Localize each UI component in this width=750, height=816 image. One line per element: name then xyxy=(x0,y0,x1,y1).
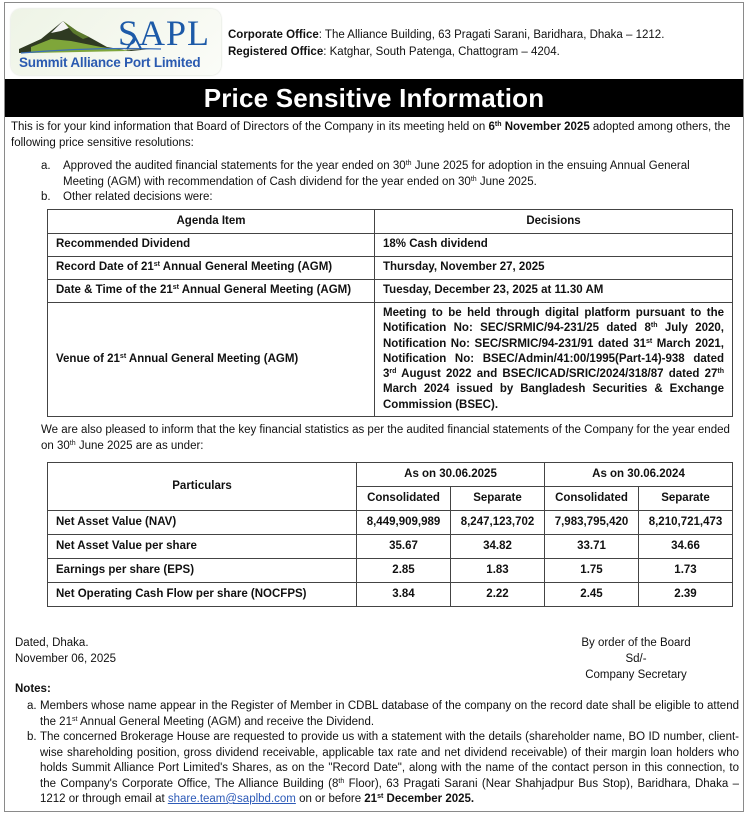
table-header-row xyxy=(48,463,733,487)
sup: st xyxy=(377,793,384,800)
value: 1.83 xyxy=(451,559,545,583)
particular: Net Asset Value per share xyxy=(48,535,357,559)
registered-office-label: Registered Office xyxy=(228,46,324,58)
corporate-office-label: Corporate Office xyxy=(228,29,319,41)
corporate-office xyxy=(228,27,664,44)
text: Annual General Meeting (AGM) xyxy=(126,352,299,365)
decision: Thursday, November 27, 2025 xyxy=(375,257,733,280)
value: 7,983,795,420 xyxy=(545,511,639,535)
subheader-consolidated: Consolidated xyxy=(545,487,639,511)
text: Members whose name appear in the Register of Member in CDBL database of the company on the record date shall be eligible to attend the 21 xyxy=(40,700,739,728)
note-text xyxy=(40,730,739,808)
decision-venue xyxy=(375,303,733,417)
table-row xyxy=(48,303,733,417)
office-addresses xyxy=(228,27,664,61)
corporate-office-value: : The Alliance Building, 63 Pragati Sarani, Baridhara, Dhaka – 1212. xyxy=(318,29,665,41)
dated-block xyxy=(15,635,116,667)
subheader-separate: Separate xyxy=(451,487,545,511)
signature-line: Sd/- xyxy=(625,653,647,665)
meeting-date xyxy=(488,121,589,133)
text: Annual General Meeting (AGM) xyxy=(178,284,352,297)
meeting-day: 6 xyxy=(488,121,495,133)
text: Approved the audited financial statements for the year ended on 30 xyxy=(63,160,406,172)
resolution-label: b. xyxy=(41,191,51,203)
text: August 2022 and BSEC/ICAD/SRIC/2024/318/87 dated 27 xyxy=(396,368,718,381)
subheader-separate: Separate xyxy=(639,487,733,511)
text: Annual General Meeting (AGM) and receive the Dividend. xyxy=(77,715,375,728)
company-logo xyxy=(11,9,221,75)
table-row xyxy=(48,559,733,583)
agenda-item xyxy=(48,303,375,417)
resolution-text: Other related decisions were: xyxy=(63,191,213,203)
value: 1.73 xyxy=(639,559,733,583)
text: March 2024 issued by Bangladesh Securities & Exchange Commission (BSEC). xyxy=(383,383,724,411)
particular: Net Asset Value (NAV) xyxy=(48,511,357,535)
table-header-row xyxy=(48,210,733,234)
signature-title: Company Secretary xyxy=(585,669,687,681)
registered-office-value: : Katghar, South Patenga, Chattogram – 4204. xyxy=(323,46,560,58)
sup: th xyxy=(650,322,658,330)
sup: st xyxy=(172,284,179,292)
text: Record Date of 21 xyxy=(56,261,154,274)
text: Date & Time of the 21 xyxy=(56,284,173,297)
decision: Tuesday, December 23, 2025 at 11.30 AM xyxy=(375,280,733,303)
text: We are also pleased to inform that the key financial statistics as per the audited financial statements of the Company for the year ended on 30 xyxy=(41,424,730,452)
text: Meeting to be held through digital platform pursuant to the Notification No: SEC/SRMIC/94-231/25 dated 8 xyxy=(383,307,724,335)
text: July 2020, Notification No: SEC/SRMIC/94-231/91 dated 31 xyxy=(383,322,725,350)
financial-statistics-table xyxy=(47,462,733,607)
sup: st xyxy=(645,337,653,345)
table-row xyxy=(48,234,733,257)
value: 35.67 xyxy=(357,535,451,559)
value: 33.71 xyxy=(545,535,639,559)
decisions-table xyxy=(47,209,733,417)
logo-abbreviation: SAPL xyxy=(118,13,211,53)
value: 2.39 xyxy=(639,583,733,607)
value: 2.85 xyxy=(357,559,451,583)
sup: st xyxy=(153,261,161,269)
note-label: b. xyxy=(27,731,37,743)
page-title: Price Sensitive Information xyxy=(5,79,743,117)
sup: st xyxy=(119,352,127,360)
email-link[interactable]: share.team@saplbd.com xyxy=(167,793,296,805)
sup: th xyxy=(717,368,724,376)
table-row xyxy=(48,511,733,535)
notes-heading: Notes: xyxy=(15,683,51,695)
intro-paragraph xyxy=(11,120,736,151)
intro-text: This is for your kind information that Board of Directors of the Company in its meeting held on xyxy=(11,121,489,133)
value: 8,449,909,989 xyxy=(357,511,451,535)
dated-date: November 06, 2025 xyxy=(15,653,117,665)
text: 21 xyxy=(364,793,378,805)
text: The concerned Brokerage House are requested to provide us with a statement with the details (shareholder name, BO ID number, client-wise shareholding position, gross dividend receivable, applicable tax rate and net dividend receivable) of their margin loan holders who holds Summit Alliance Port Limited's Shares, as on the "Record Date", along with the name of the contact person in this connection, to the Company's Corporate Office, The Alliance Building (8 xyxy=(40,731,739,790)
column-header-decisions: Decisions xyxy=(375,210,733,234)
particular: Net Operating Cash Flow per share (NOCFPS) xyxy=(48,583,357,607)
text: December 2025. xyxy=(383,793,475,805)
text: on or before xyxy=(295,793,365,805)
text: June 2025 are as under: xyxy=(75,439,204,452)
document-page xyxy=(4,2,744,812)
letterhead xyxy=(5,3,743,78)
text: June 2025. xyxy=(476,175,537,188)
financial-intro-paragraph xyxy=(41,423,731,454)
text: Annual General Meeting (AGM) xyxy=(160,261,333,274)
text: Floor), 63 Pragati Sarani (Near Shahjadpur Bus Stop), Baridhara, Dhaka – 1212 or through email at xyxy=(40,777,739,805)
intro-text-after: adopted among others, the following price sensitive resolutions: xyxy=(11,121,731,149)
meeting-day-sup: th xyxy=(494,121,502,128)
sup: th xyxy=(405,160,412,167)
text: March 2021, Notification No: BSEC/Admin/41:00/1995(Part-14)-938 dated 3 xyxy=(383,337,724,381)
signature-line: By order of the Board xyxy=(581,637,691,649)
table-row xyxy=(48,280,733,303)
value: 3.84 xyxy=(357,583,451,607)
sup: th xyxy=(338,777,345,785)
resolution-text xyxy=(63,159,729,190)
table-row xyxy=(48,257,733,280)
sup: rd xyxy=(389,368,397,376)
value: 8,247,123,702 xyxy=(451,511,545,535)
sup: th xyxy=(69,439,76,447)
column-header-2025: As on 30.06.2025 xyxy=(357,463,545,487)
deadline xyxy=(364,793,474,805)
column-header-2024: As on 30.06.2024 xyxy=(545,463,733,487)
resolution-label: a. xyxy=(41,160,51,172)
agenda-item xyxy=(48,280,375,303)
registered-office xyxy=(228,44,664,61)
sup: th xyxy=(470,175,477,183)
text: Venue of 21 xyxy=(56,352,120,365)
table-row xyxy=(48,535,733,559)
value: 2.45 xyxy=(545,583,639,607)
subheader-consolidated: Consolidated xyxy=(357,487,451,511)
note-text xyxy=(40,699,739,730)
column-header-particulars: Particulars xyxy=(48,463,357,511)
text: June 2025 for adoption in the ensuing Annual General Meeting (AGM) with recommendation of Cash dividend for the year ended on 30 xyxy=(63,160,690,188)
agenda-item: Recommended Dividend xyxy=(48,234,375,257)
agenda-item xyxy=(48,257,375,280)
note-label: a. xyxy=(27,700,37,712)
value: 8,210,721,473 xyxy=(639,511,733,535)
value: 34.82 xyxy=(451,535,545,559)
sup: st xyxy=(71,715,78,723)
value: 2.22 xyxy=(451,583,545,607)
value: 34.66 xyxy=(639,535,733,559)
particular: Earnings per share (EPS) xyxy=(48,559,357,583)
logo-company-name: Summit Alliance Port Limited xyxy=(19,55,201,70)
meeting-month-year: November 2025 xyxy=(501,121,590,133)
decision: 18% Cash dividend xyxy=(375,234,733,257)
table-row xyxy=(48,583,733,607)
dated-place: Dated, Dhaka. xyxy=(15,637,89,649)
value: 1.75 xyxy=(545,559,639,583)
column-header-agenda: Agenda Item xyxy=(48,210,375,234)
signature-block xyxy=(571,635,701,683)
